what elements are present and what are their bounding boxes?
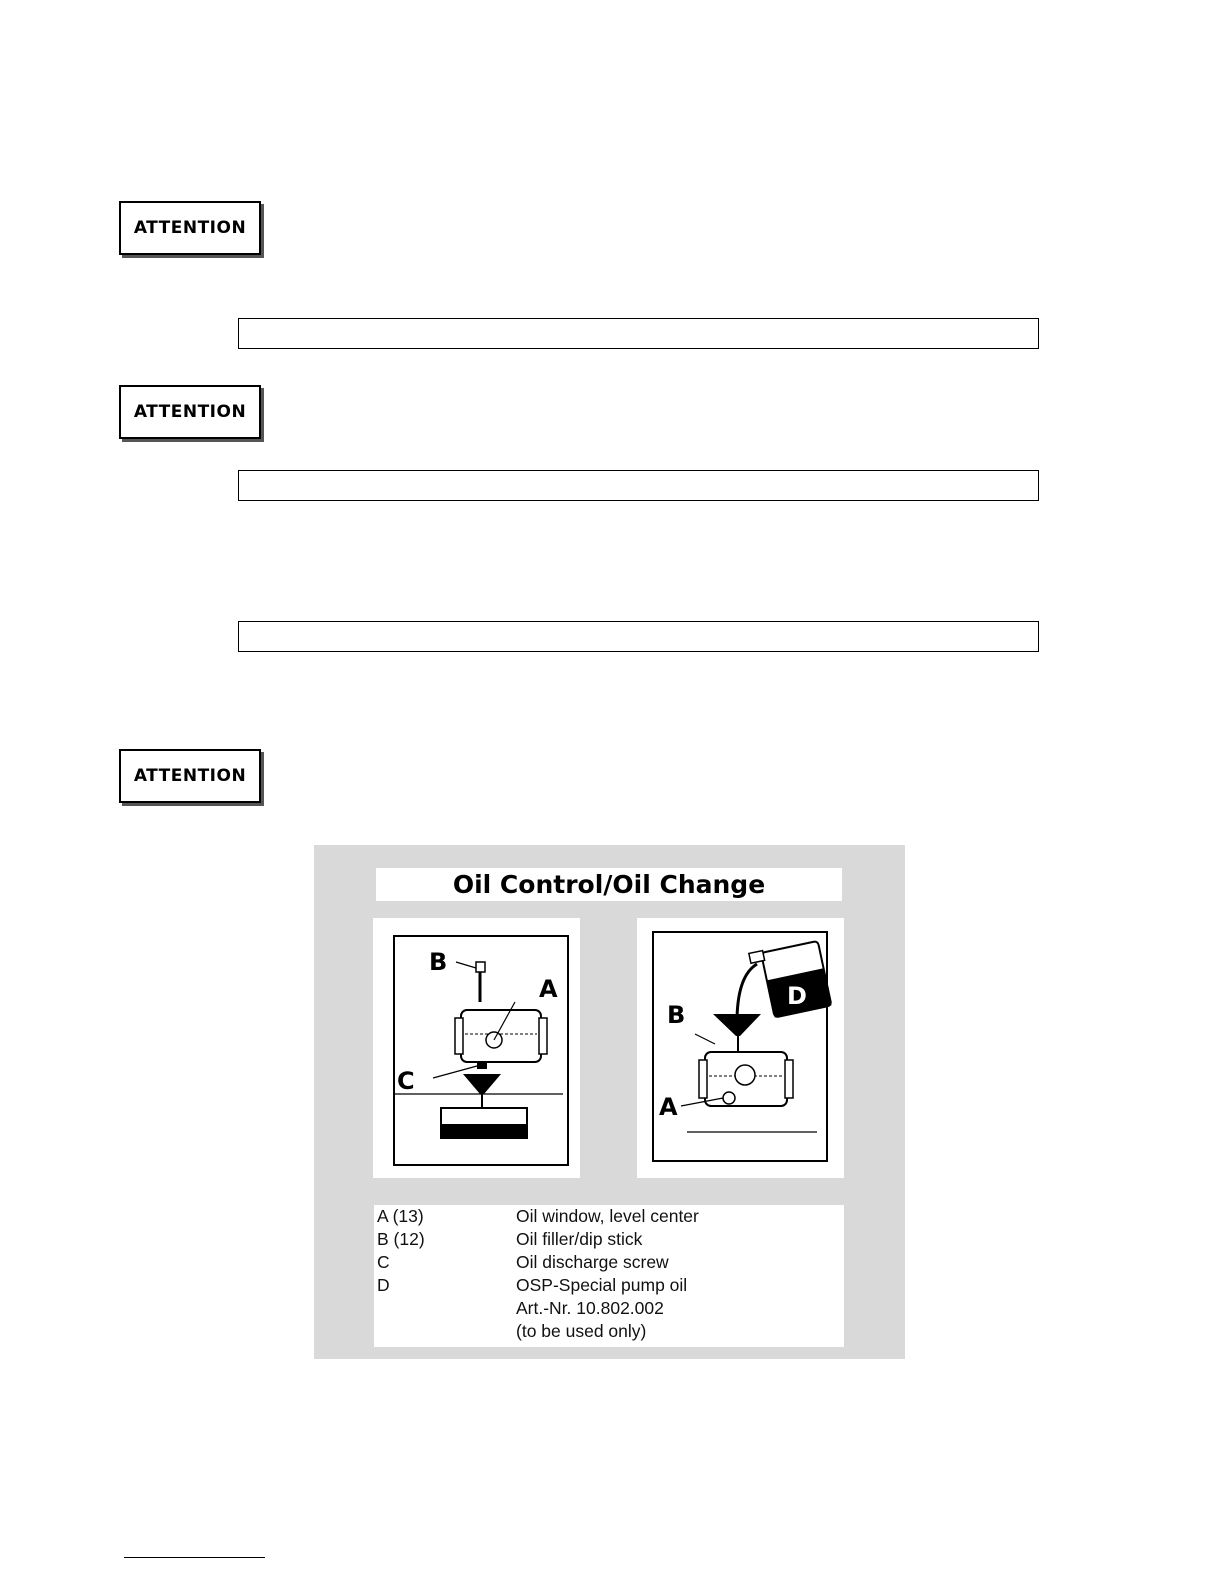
blank-box-2 <box>238 470 1039 501</box>
legend-value: Oil filler/dip stick <box>516 1229 643 1249</box>
label-a-left: A <box>539 975 558 1003</box>
figure-legend <box>374 1205 844 1347</box>
oil-control-illustration <box>373 918 580 1178</box>
label-b-right: B <box>667 1001 686 1029</box>
footnote-divider <box>124 1557 265 1558</box>
attention-badge-2: ATTENTION <box>119 385 261 439</box>
attention-badge-1: ATTENTION <box>119 201 261 255</box>
label-b-left: B <box>429 948 448 976</box>
legend-value: (to be used only) <box>516 1321 647 1341</box>
legend-value: Oil discharge screw <box>516 1252 669 1272</box>
legend-value: Oil window, level center <box>516 1206 699 1226</box>
blank-box-1 <box>238 318 1039 349</box>
figure-title: Oil Control/Oil Change <box>376 868 842 901</box>
label-c-left: C <box>397 1067 415 1095</box>
label-a-right: A <box>659 1093 678 1121</box>
legend-key: C <box>377 1252 390 1272</box>
legend-value: Art.-Nr. 10.802.002 <box>516 1298 664 1318</box>
blank-box-3 <box>238 621 1039 652</box>
legend-value: OSP-Special pump oil <box>516 1275 688 1295</box>
attention-badge-3: ATTENTION <box>119 749 261 803</box>
legend-key: D <box>377 1275 390 1295</box>
label-d-right: D <box>787 982 807 1010</box>
pump-fill-drawing <box>637 918 844 1178</box>
oil-change-figure <box>314 845 905 1359</box>
oil-fill-illustration <box>637 918 844 1178</box>
legend-key: A (13) <box>377 1206 424 1226</box>
legend-key: B (12) <box>377 1229 425 1249</box>
pump-drain-drawing <box>373 918 580 1178</box>
